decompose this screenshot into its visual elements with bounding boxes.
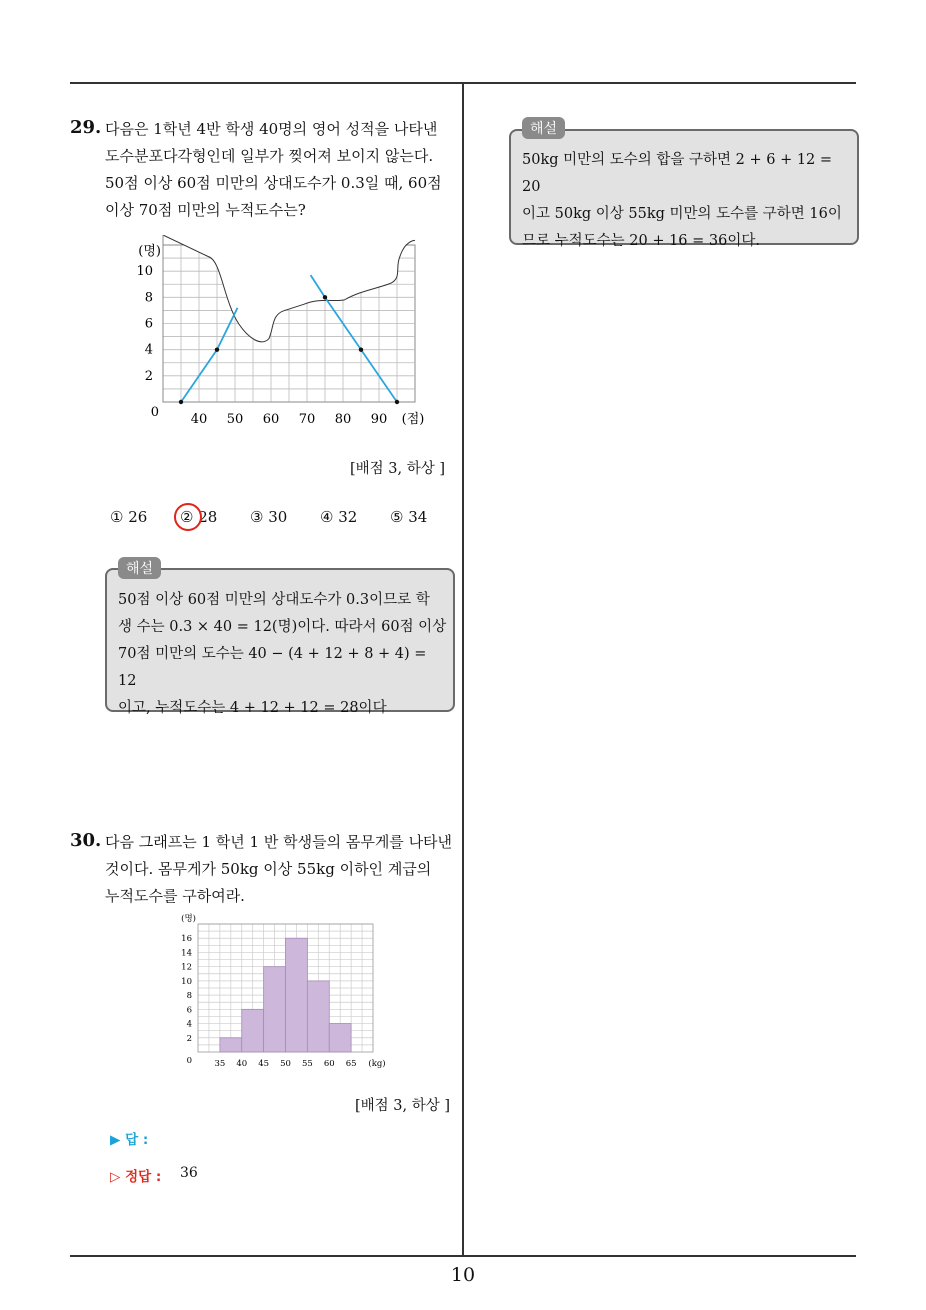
correct-answer-value: 36 (180, 1165, 198, 1181)
x-tick-label: 80 (334, 412, 352, 427)
choice-2[interactable]: ② 28 (180, 508, 218, 526)
right-explanation-tag: 해설 (522, 117, 565, 139)
origin-label: 0 (150, 405, 159, 420)
y-axis-label: (명) (138, 244, 161, 260)
q29-number: 29. (70, 117, 102, 138)
explanation-line: 생 수는 0.3 × 40 = 12(명)이다. 따라서 60점 이상 (118, 619, 447, 635)
x-tick-label: 55 (301, 1059, 313, 1069)
x-tick-label: 65 (345, 1059, 357, 1069)
y-tick-label: 16 (181, 934, 192, 945)
q29-score: [배점 3, 하상 ] (350, 461, 446, 477)
y-tick-label: 4 (186, 1019, 192, 1030)
page-number: 10 (450, 1264, 476, 1286)
choice-4[interactable]: ④ 32 (320, 508, 358, 526)
answer-input-label[interactable]: ▶ 답 : (110, 1132, 149, 1148)
right-explanation-text (522, 147, 852, 255)
y-tick-label: 2 (186, 1033, 192, 1044)
data-point (359, 347, 363, 351)
explanation-line: 이고, 누적도수는 4 + 12 + 12 = 28이다 (118, 700, 387, 716)
correct-answer-label: ▷ 정답 : (110, 1169, 162, 1185)
selected-choice-circle (174, 503, 202, 531)
q29-line: 다음은 1학년 4반 학생 40명의 영어 성적을 나타낸 (105, 120, 438, 138)
q29-explanation-tag: 해설 (118, 557, 161, 579)
q29-explanation-text (118, 587, 448, 722)
weight-histogram-chart (168, 910, 388, 1072)
q30-line: 누적도수를 구하여라. (105, 887, 245, 905)
y-tick-label: 2 (144, 368, 153, 384)
x-axis-label: (점) (401, 412, 425, 427)
series-line (181, 308, 238, 402)
y-tick-label: 8 (186, 991, 192, 1002)
histogram-bar (242, 1009, 264, 1052)
x-tick-label: 45 (258, 1059, 270, 1069)
x-tick-label: 60 (262, 412, 280, 427)
choice-3[interactable]: ③ 30 (250, 508, 288, 526)
data-point (179, 400, 183, 404)
q30-text (105, 829, 461, 910)
choice-1[interactable]: ① 26 (110, 508, 148, 526)
y-axis-label: (명) (181, 914, 196, 924)
q30-line: 다음 그래프는 1 학년 1 반 학생들의 몸무게를 나타낸 (105, 833, 453, 851)
explanation-line: 50점 이상 60점 미만의 상대도수가 0.3이므로 학 (118, 592, 430, 608)
data-point (395, 400, 399, 404)
y-tick-label: 10 (181, 976, 192, 987)
q30-score: [배점 3, 하상 ] (355, 1098, 451, 1114)
data-point (323, 295, 327, 299)
explanation-line: 50kg 미만의 도수의 합을 구하면 2 + 6 + 12 = 20 (522, 152, 833, 195)
y-tick-label: 6 (144, 316, 153, 332)
x-tick-label: 90 (370, 412, 388, 427)
x-tick-label: 40 (236, 1059, 248, 1069)
x-axis-label: (kg) (368, 1059, 386, 1069)
y-tick-label: 6 (186, 1005, 192, 1016)
q30-number: 30. (70, 830, 102, 851)
y-tick-label: 10 (136, 264, 153, 280)
choice-5[interactable]: ⑤ 34 (390, 508, 428, 526)
explanation-line: 70점 미만의 도수는 40 − (4 + 12 + 8 + 4) = 12 (118, 646, 427, 689)
x-tick-label: 50 (226, 412, 244, 427)
q29-line: 50점 이상 60점 미만의 상대도수가 0.3일 때, 60점 (105, 174, 442, 192)
explanation-line: 이고 50kg 이상 55kg 미만의 도수를 구하면 16이 (522, 206, 842, 222)
x-tick-label: 60 (323, 1059, 335, 1069)
x-tick-label: 40 (190, 412, 208, 427)
y-tick-label: 8 (144, 290, 153, 306)
q30-line: 것이다. 몸무게가 50kg 이상 55kg 이하인 계급의 (105, 860, 432, 878)
x-tick-label: 50 (280, 1059, 291, 1069)
frequency-polygon-chart (125, 235, 445, 435)
histogram-bar (329, 1024, 351, 1052)
data-point (215, 347, 219, 351)
q29-text (105, 116, 460, 224)
q29-line: 도수분포다각형인데 일부가 찢어져 보이지 않는다. (105, 147, 434, 165)
explanation-line: 므로 누적도수는 20 + 16 = 36이다. (522, 233, 760, 249)
y-tick-label: 4 (144, 342, 153, 358)
origin-label: 0 (186, 1056, 192, 1066)
histogram-bar (307, 981, 329, 1052)
histogram-bar (286, 938, 308, 1052)
x-tick-label: 70 (298, 412, 316, 427)
histogram-bar (220, 1038, 242, 1052)
histogram-bar (264, 967, 286, 1052)
x-tick-label: 35 (214, 1059, 226, 1069)
q29-line: 이상 70점 미만의 누적도수는? (105, 201, 306, 219)
y-tick-label: 14 (181, 948, 192, 959)
column-divider (462, 84, 464, 1256)
bottom-rule (70, 1255, 856, 1257)
y-tick-label: 12 (181, 962, 192, 973)
